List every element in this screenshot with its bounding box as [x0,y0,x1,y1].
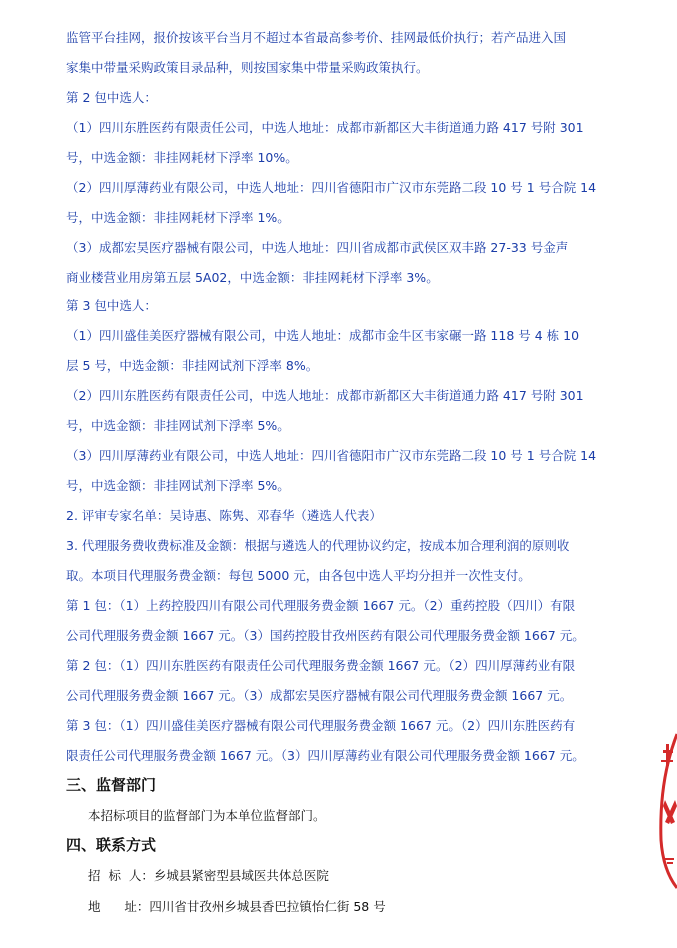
address-label: 地 址： [88,899,150,914]
text-line: 号，中选金额：非挂网耗材下浮率 1%。 [66,210,290,225]
text-line: 第 3 包中选人： [66,298,157,313]
section-heading-contact: 四、联系方式 [66,836,157,854]
text-line: 家集中带量采购政策目录品种，则按国家集中带量采购政策执行。 [66,60,429,75]
supervision-body: 本招标项目的监督部门为本单位监督部门。 [88,808,326,823]
text-line: 号，中选金额：非挂网试剂下浮率 5%。 [66,418,290,433]
text-line: （3）成都宏昊医疗器械有限公司，中选人地址：四川省成都市武侯区双丰路 27-33 号金声 [66,240,569,255]
text-line: 层 5 号，中选金额：非挂网试剂下浮率 8%。 [66,358,319,373]
text-line: 商业楼营业用房第五层 5A02，中选金额：非挂网耗材下浮率 3%。 [66,270,439,285]
text-line: （2）四川东胜医药有限责任公司，中选人地址：成都市新都区大丰街道通力路 417 号附 301 [66,388,584,403]
address-row [88,898,386,916]
text-line: 公司代理服务费金额 1667 元。（3）国药控股甘孜州医药有限公司代理服务费金额 1667 元。 [66,628,585,643]
text-line: 限责任公司代理服务费金额 1667 元。（3）四川厚薄药业有限公司代理服务费金额 1667 元。 [66,748,585,763]
text-line: 号，中选金额：非挂网试剂下浮率 5%。 [66,478,290,493]
text-line: 第 2 包中选人： [66,90,157,105]
tenderer-label: 招 标 人： [88,868,154,883]
text-line: 第 2 包：（1）四川东胜医药有限责任公司代理服务费金额 1667 元。（2）四川厚薄药业有限 [66,658,576,673]
text-line: 3. 代理服务费收费标准及金额：根据与遴选人的代理协议约定，按成本加合理利润的原则收 [66,538,570,553]
text-line: 第 1 包：（1）上药控股四川有限公司代理服务费金额 1667 元。（2）重药控股（四川）有限 [66,598,576,613]
text-line: 2. 评审专家名单：吴诗惠、陈隽、邓春华（遴选人代表） [66,508,382,523]
text-line: 取。本项目代理服务费金额：每包 5000 元，由各包中选人平均分担并一次性支付。 [66,568,531,583]
address-value: 四川省甘孜州乡城县香巴拉镇怡仁街 58 号 [149,899,386,914]
section-heading-supervision: 三、监督部门 [66,776,157,794]
text-line: 号，中选金额：非挂网耗材下浮率 10%。 [66,150,298,165]
official-seal-stamp [655,730,677,890]
text-line: 监管平台挂网，报价按该平台当月不超过本省最高参考价、挂网最低价执行；若产品进入国 [66,30,567,45]
tenderer-row [88,867,329,885]
text-line: （2）四川厚薄药业有限公司，中选人地址：四川省德阳市广汉市东莞路二段 10 号 1 号合院 14 [66,180,597,195]
text-line: （1）四川盛佳美医疗器械有限公司，中选人地址：成都市金牛区韦家碾一路 118 号 4 栋 10 [66,328,580,343]
tenderer-value: 乡城县紧密型县域医共体总医院 [153,868,329,883]
text-line: （3）四川厚薄药业有限公司，中选人地址：四川省德阳市广汉市东莞路二段 10 号 1 号合院 14 [66,448,597,463]
text-line: 公司代理服务费金额 1667 元。（3）成都宏昊医疗器械有限公司代理服务费金额 1667 元。 [66,688,573,703]
text-line: （1）四川东胜医药有限责任公司，中选人地址：成都市新都区大丰街道通力路 417 号附 301 [66,120,584,135]
text-line: 第 3 包：（1）四川盛佳美医疗器械有限公司代理服务费金额 1667 元。（2）四川东胜医药有 [66,718,576,733]
